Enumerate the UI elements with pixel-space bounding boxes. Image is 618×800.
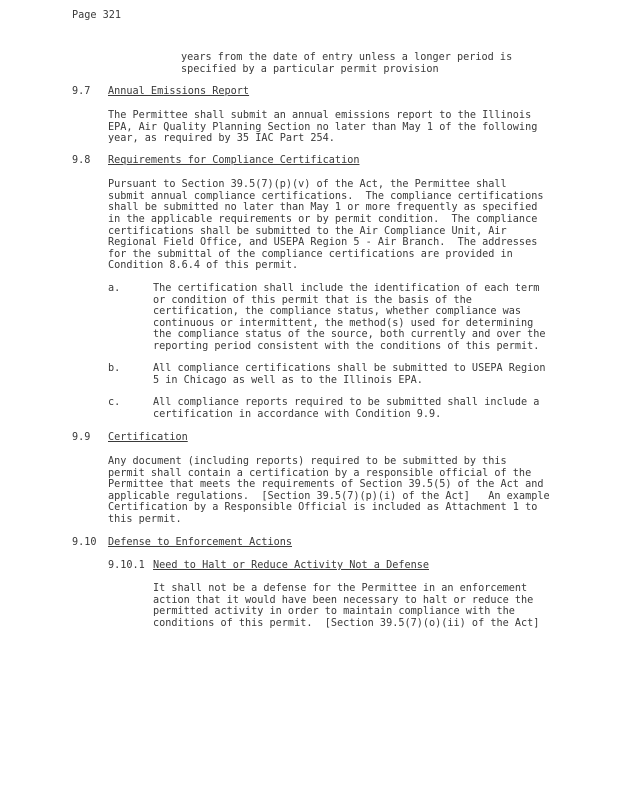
- paragraph-line: applicable regulations. [Section 39.5(7)(p)(i) of the Act] An example: [108, 491, 550, 502]
- paragraph-line: permit shall contain a certification by a responsible official of the: [108, 468, 532, 479]
- list-marker: a.: [108, 283, 121, 294]
- section-heading: Annual Emissions Report: [108, 86, 250, 97]
- list-marker: b.: [108, 363, 121, 374]
- paragraph-line: year, as required by 35 IAC Part 254.: [108, 133, 335, 144]
- paragraph-line: permitted activity in order to maintain compliance with the: [153, 606, 515, 617]
- list-item-line: the compliance status of the source, both currently and over the: [153, 329, 546, 340]
- paragraph-line: for the submittal of the compliance certifications are provided in: [108, 249, 513, 260]
- list-item-line: reporting period consistent with the conditions of this permit.: [153, 341, 540, 352]
- paragraph-line: Regional Field Office, and USEPA Region 5 - Air Branch. The addresses: [108, 237, 538, 248]
- paragraph-line: Pursuant to Section 39.5(7)(p)(v) of the Act, the Permittee shall: [108, 179, 507, 190]
- paragraph-line: It shall not be a defense for the Permittee in an enforcement: [153, 583, 528, 594]
- list-item-line: continuous or intermittent, the method(s) used for determining: [153, 318, 534, 329]
- continuation-line: specified by a particular permit provision: [181, 64, 439, 75]
- list-item-line: certification in accordance with Condition 9.9.: [153, 409, 442, 420]
- list-marker: c.: [108, 397, 121, 408]
- section-heading: Certification: [108, 432, 188, 443]
- list-item-line: All compliance reports required to be submitted shall include a: [153, 397, 540, 408]
- paragraph-line: submit annual compliance certifications. The compliance certifications: [108, 191, 544, 202]
- paragraph-line: certifications shall be submitted to the Air Compliance Unit, Air: [108, 226, 507, 237]
- paragraph-line: action that it would have been necessary to halt or reduce the: [153, 595, 534, 606]
- paragraph-line: Permittee that meets the requirements of Section 39.5(5) of the Act and: [108, 479, 544, 490]
- subsection-heading: Need to Halt or Reduce Activity Not a Defense: [153, 560, 430, 571]
- list-item-line: The certification shall include the identification of each term: [153, 283, 540, 294]
- section-heading: Defense to Enforcement Actions: [108, 537, 293, 548]
- list-item-line: or condition of this permit that is the basis of the: [153, 295, 472, 306]
- section-number: 9.9: [72, 432, 91, 443]
- section-number: 9.7: [72, 86, 91, 97]
- continuation-line: years from the date of entry unless a longer period is: [181, 52, 513, 63]
- paragraph-line: The Permittee shall submit an annual emissions report to the Illinois: [108, 110, 532, 121]
- section-number: 9.10: [72, 537, 97, 548]
- paragraph-line: Any document (including reports) required to be submitted by this: [108, 456, 507, 467]
- paragraph-line: in the applicable requirements or by permit condition. The compliance: [108, 214, 538, 225]
- subsection-number: 9.10.1: [108, 560, 145, 571]
- paragraph-line: this permit.: [108, 514, 182, 525]
- paragraph-line: Certification by a Responsible Official is included as Attachment 1 to: [108, 502, 538, 513]
- paragraph-line: conditions of this permit. [Section 39.5(7)(o)(ii) of the Act]: [153, 618, 540, 629]
- section-number: 9.8: [72, 155, 91, 166]
- list-item-line: 5 in Chicago as well as to the Illinois EPA.: [153, 375, 423, 386]
- page-number: Page 321: [72, 10, 122, 21]
- list-item-line: All compliance certifications shall be submitted to USEPA Region: [153, 363, 546, 374]
- list-item-line: certification, the compliance status, whether compliance was: [153, 306, 522, 317]
- paragraph-line: Condition 8.6.4 of this permit.: [108, 260, 299, 271]
- paragraph-line: shall be submitted no later than May 1 or more frequently as specified: [108, 202, 538, 213]
- paragraph-line: EPA, Air Quality Planning Section no later than May 1 of the following: [108, 122, 538, 133]
- section-heading: Requirements for Compliance Certification: [108, 155, 360, 166]
